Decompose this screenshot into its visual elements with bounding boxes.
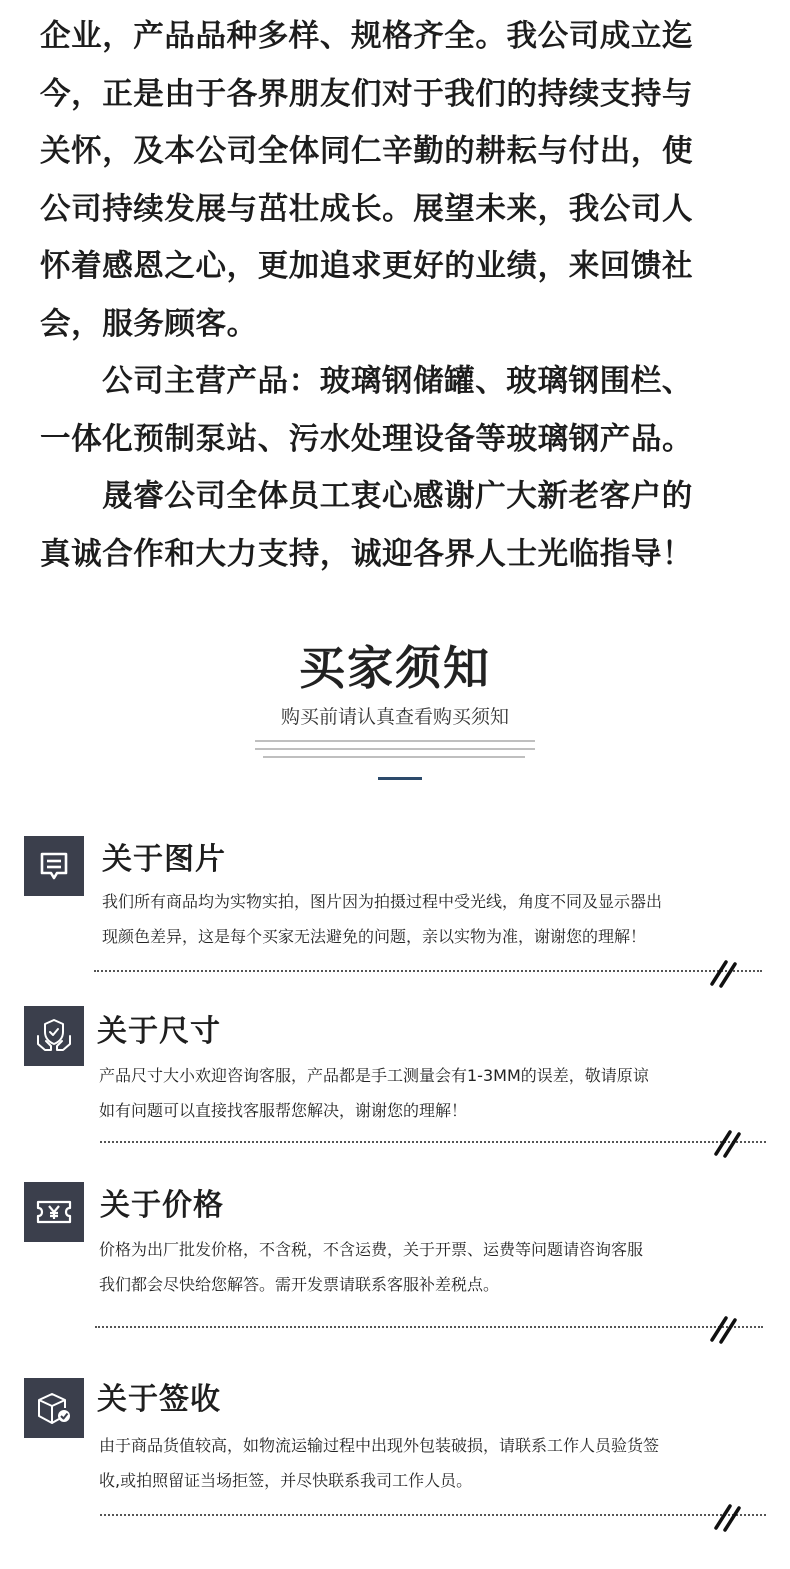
intro-line: 会，服务顾客。 bbox=[40, 306, 258, 342]
intro-line: 一体化预制泵站、污水处理设备等玻璃钢产品。 bbox=[40, 421, 694, 457]
intro-paragraphs bbox=[40, 8, 760, 583]
notice-subtitle: 购买前请认真查看购买须知 bbox=[280, 706, 509, 728]
section-line: 由于商品货值较高，如物流运输过程中出现外包装破损，请联系工作人员验货签 bbox=[99, 1436, 660, 1455]
dotted-divider bbox=[100, 1141, 766, 1143]
section-line: 收,或拍照留证当场拒签，并尽快联系我司工作人员。 bbox=[99, 1471, 473, 1490]
section-body bbox=[99, 1232, 749, 1302]
intro-line: 企业，产品品种多样、规格齐全。我公司成立迄 bbox=[40, 19, 694, 54]
section-body bbox=[99, 1058, 749, 1128]
title-underline-bar bbox=[378, 777, 422, 780]
section-title: 关于图片 bbox=[102, 842, 226, 877]
section-title: 关于价格 bbox=[100, 1188, 224, 1223]
intro-line: 今，正是由于各界朋友们对于我们的持续支持与 bbox=[40, 76, 694, 112]
double-slash-icon bbox=[712, 1500, 744, 1534]
fine-print-lines bbox=[255, 737, 535, 761]
double-slash-icon bbox=[708, 1312, 740, 1346]
dotted-divider bbox=[100, 1514, 766, 1516]
section-line: 产品尺寸大小欢迎咨询客服，产品都是手工测量会有1-3MM的误差，敬请原谅 bbox=[99, 1066, 649, 1085]
intro-line: 晟睿公司全体员工衷心感谢广大新老客户的 bbox=[102, 479, 693, 514]
intro-line: 怀着感恩之心，更加追求更好的业绩，来回馈社 bbox=[40, 249, 694, 284]
dotted-divider bbox=[95, 1326, 763, 1328]
decorative-fine-print bbox=[255, 737, 535, 763]
double-slash-icon bbox=[712, 1126, 744, 1160]
package-check-icon bbox=[24, 1378, 84, 1438]
section-line: 我们所有商品均为实物实拍，图片因为拍摄过程中受光线，角度不同及显示器出 bbox=[102, 892, 663, 911]
intro-line: 公司主营产品：玻璃钢储罐、玻璃钢围栏、 bbox=[102, 364, 693, 399]
notice-title: 买家须知 bbox=[299, 641, 491, 695]
yuan-ticket-icon bbox=[24, 1182, 84, 1242]
intro-line: 关怀，及本公司全体同仁辛勤的耕耘与付出，使 bbox=[40, 134, 694, 169]
shield-hands-icon bbox=[24, 1006, 84, 1066]
section-body bbox=[102, 884, 752, 954]
section-line: 现颜色差异，这是每个买家无法避免的问题，亲以实物为准，谢谢您的理解！ bbox=[102, 927, 647, 946]
intro-line: 真诚合作和大力支持，诚迎各界人士光临指导！ bbox=[40, 536, 694, 572]
section-body bbox=[99, 1428, 749, 1498]
double-slash-icon bbox=[708, 956, 740, 990]
message-icon bbox=[24, 836, 84, 896]
section-line: 我们都会尽快给您解答。需开发票请联系客服补差税点。 bbox=[99, 1275, 500, 1294]
section-title: 关于尺寸 bbox=[97, 1014, 221, 1049]
section-title: 关于签收 bbox=[97, 1382, 221, 1417]
section-line: 如有问题可以直接找客服帮您解决，谢谢您的理解！ bbox=[99, 1101, 468, 1120]
section-line: 价格为出厂批发价格，不含税，不含运费，关于开票、运费等问题请咨询客服 bbox=[99, 1240, 644, 1259]
intro-line: 公司持续发展与茁壮成长。展望未来，我公司人 bbox=[40, 191, 694, 227]
dotted-divider bbox=[94, 970, 762, 972]
